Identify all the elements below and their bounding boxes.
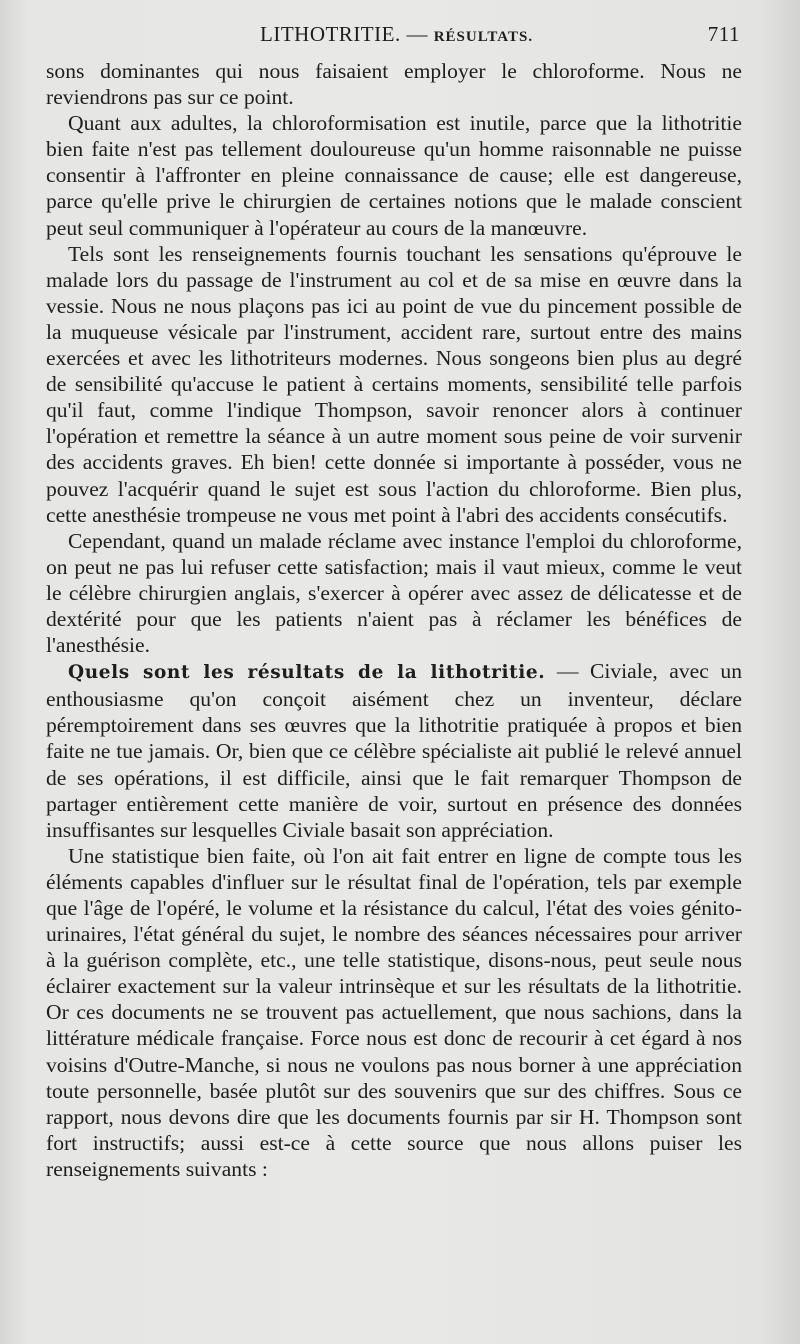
running-title-subtitle: RÉSULTATS. bbox=[433, 29, 534, 45]
section-text: — Civiale, avec un enthousiasme qu'on conçoit aisément chez un inventeur, déclare péremptoirement dans ses œuvres que la lithotritie pratiquée à propos et bien faite ne tue jamais. Or, bien que ce célèbre spécialiste ait publié le relevé annuel de ses opérations, il est difficile, ainsi que le fait remarquer Thompson de partager entièrement cette manière de voir, surtout en présence des données insuffisantes sur lesquelles Civiale basait son appréciation. bbox=[46, 659, 742, 842]
running-title bbox=[260, 22, 533, 47]
section-heading: Quels sont les résultats de la lithotritie. bbox=[68, 662, 546, 684]
paragraph-continued: sons dominantes qui nous faisaient employer le chloroforme. Nous ne reviendrons pas sur ce point. bbox=[46, 59, 742, 110]
page-number: 711 bbox=[707, 22, 740, 46]
paragraph-sensations: Tels sont les renseignements fournis touchant les sensations qu'éprouve le malade lors du passage de l'instrument au col et de sa mise en œuvre dans la vessie. Nous ne nous plaçons pas ici au point de vue du pincement possible de la muqueuse vésicale par l'instrument, accident rare, surtout entre des mains exercées et avec les lithotriteurs modernes. Nous songeons bien plus au degré de sensibilité qu'accuse le patient à certains moments, sensibilité telle parfois qu'il faut, comme l'indique Thompson, savoir renoncer alors à continuer l'opération et remettre la séance à un autre moment sous peine de voir survenir des accidents graves. Eh bien! cette donnée si importante à posséder, vous ne pouvez l'acquérir quand le sujet est sous l'action du chloroforme. Bien plus, cette anesthésie trompeuse ne vous met point à l'abri des accidents consécutifs. bbox=[46, 241, 742, 527]
paragraph-results-section bbox=[46, 658, 742, 843]
page-header bbox=[46, 22, 740, 52]
running-title-main: LITHOTRITIE. — bbox=[260, 22, 428, 46]
paragraph-patient-request: Cependant, quand un malade réclame avec instance l'emploi du chloroforme, on peut ne pas lui refuser cette satisfaction; mais il vaut mieux, comme le veut le célèbre chirurgien anglais, s'exercer à opérer avec assez de délicatesse et de dextérité pour que les patients n'aient pas à réclamer les bénéfices de l'anesthésie. bbox=[46, 528, 742, 658]
paragraph-statistics: Une statistique bien faite, où l'on ait fait entrer en ligne de compte tous les éléments capables d'influer sur le résultat final de l'opération, tels par exemple que l'âge de l'opéré, le volume et la résistance du calcul, l'état des voies génito-urinaires, l'état général du sujet, le nombre des séances nécessaires pour arriver à la guérison complète, etc., une telle statistique, disons-nous, peut seule nous éclairer exactement sur la valeur intrinsèque et sur les résultats de la lithotritie. Or ces documents ne se trouvent pas actuellement, que nous sachions, dans la littérature médicale française. Force nous est donc de recourir à cet égard à nos voisins d'Outre-Manche, si nous ne voulons pas nous borner à une appréciation toute personnelle, basée plutôt sur des souvenirs que sur des chiffres. Sous ce rapport, nous devons dire que les documents fournis par sir H. Thompson sont fort instructifs; aussi est-ce à cette source que nous allons puiser les renseignements suivants : bbox=[46, 843, 742, 1181]
paragraph-adult-chloroform: Quant aux adultes, la chloroformisation est inutile, parce que la lithotritie bien faite n'est pas tellement douloureuse qu'un homme raisonnable ne puisse consentir à l'affronter en pleine connaissance de cause; elle est dangereuse, parce qu'elle prive le chirurgien de certaines notions que le malade conscient peut seul communiquer à l'opérateur au cours de la manœuvre. bbox=[46, 111, 742, 240]
body-text bbox=[46, 58, 742, 1182]
